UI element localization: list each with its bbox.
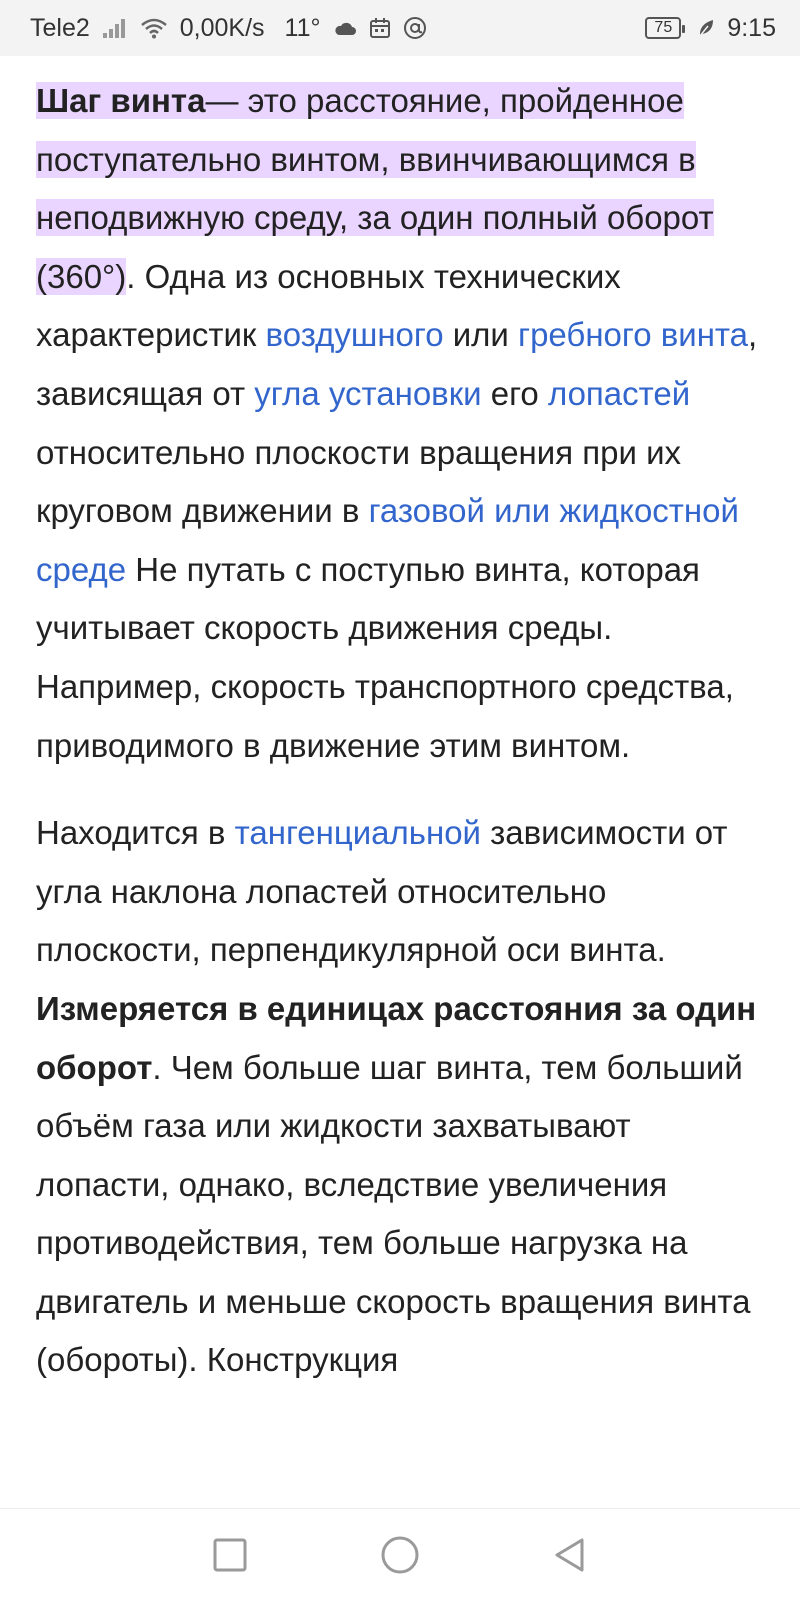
signal-icon — [102, 17, 128, 39]
definition-text: — это расстояние, пройденное поступательно винтом, ввинчивающимся в неподвижную среду, за один полный оборот (360°) — [36, 82, 714, 295]
back-button[interactable] — [540, 1525, 600, 1585]
home-icon — [380, 1535, 420, 1575]
paragraph-definition — [36, 72, 760, 775]
text-segment: Находится в — [36, 814, 235, 852]
cloud-icon — [333, 20, 357, 36]
temperature: 11° — [284, 13, 321, 42]
status-left — [30, 13, 427, 42]
network-speed: 0,00K/s — [179, 13, 265, 42]
at-icon — [403, 16, 427, 40]
text-segment: Не путать с поступью винта, которая учитывает скорость движения среды. Например, скорость транспортного средства, приводимого в движение этим винтом. — [36, 550, 734, 764]
home-button[interactable] — [370, 1525, 430, 1585]
link-marine-propeller[interactable]: гребного винта — [518, 316, 749, 354]
link-gas-liquid-medium[interactable]: газовой или жидкостной среде — [36, 492, 739, 588]
leaf-icon — [697, 18, 715, 38]
text-segment: относительно плоскости вращения при их круговом движении в — [36, 433, 681, 530]
clock: 9:15 — [727, 13, 776, 42]
recents-icon — [212, 1537, 248, 1573]
link-tangential[interactable]: тангенциальной — [234, 814, 481, 852]
battery-level: 75 — [654, 19, 673, 36]
status-bar — [0, 0, 800, 56]
link-blades[interactable]: лопастей — [547, 374, 691, 412]
text-segment: зависимости от угла наклона лопастей относительно плоскости, перпендикулярной оси винта. — [36, 814, 728, 969]
text-segment: его — [481, 374, 548, 412]
text-segment: , зависящая от — [36, 316, 758, 412]
recents-button[interactable] — [200, 1525, 260, 1585]
text-segment: или — [443, 316, 519, 354]
link-installation-angle[interactable]: угла установки — [254, 374, 482, 412]
calendar-icon — [369, 17, 391, 39]
status-right — [645, 13, 776, 42]
battery-indicator — [645, 17, 681, 39]
article-content — [36, 72, 760, 1419]
term-bold: Шаг винта — [36, 82, 206, 119]
text-segment: . Одна из основных технических характеристик — [36, 257, 621, 354]
back-icon — [552, 1537, 588, 1573]
paragraph-measurement — [36, 804, 760, 1390]
wifi-icon — [140, 17, 168, 39]
link-air-propeller[interactable]: воздушного — [265, 316, 444, 354]
navigation-bar — [0, 1508, 800, 1601]
measurement-bold: Измеряется в единицах расстояния за один оборот — [36, 989, 757, 1086]
text-segment: . Чем больше шаг винта, тем больший объём газа или жидкости захватывают лопасти, однако, вследствие увеличения противодействия, тем больше нагрузка на двигатель и меньше скорость вращения винта (обороты). Конструкция — [36, 1048, 751, 1379]
carrier-label: Tele2 — [30, 13, 90, 42]
